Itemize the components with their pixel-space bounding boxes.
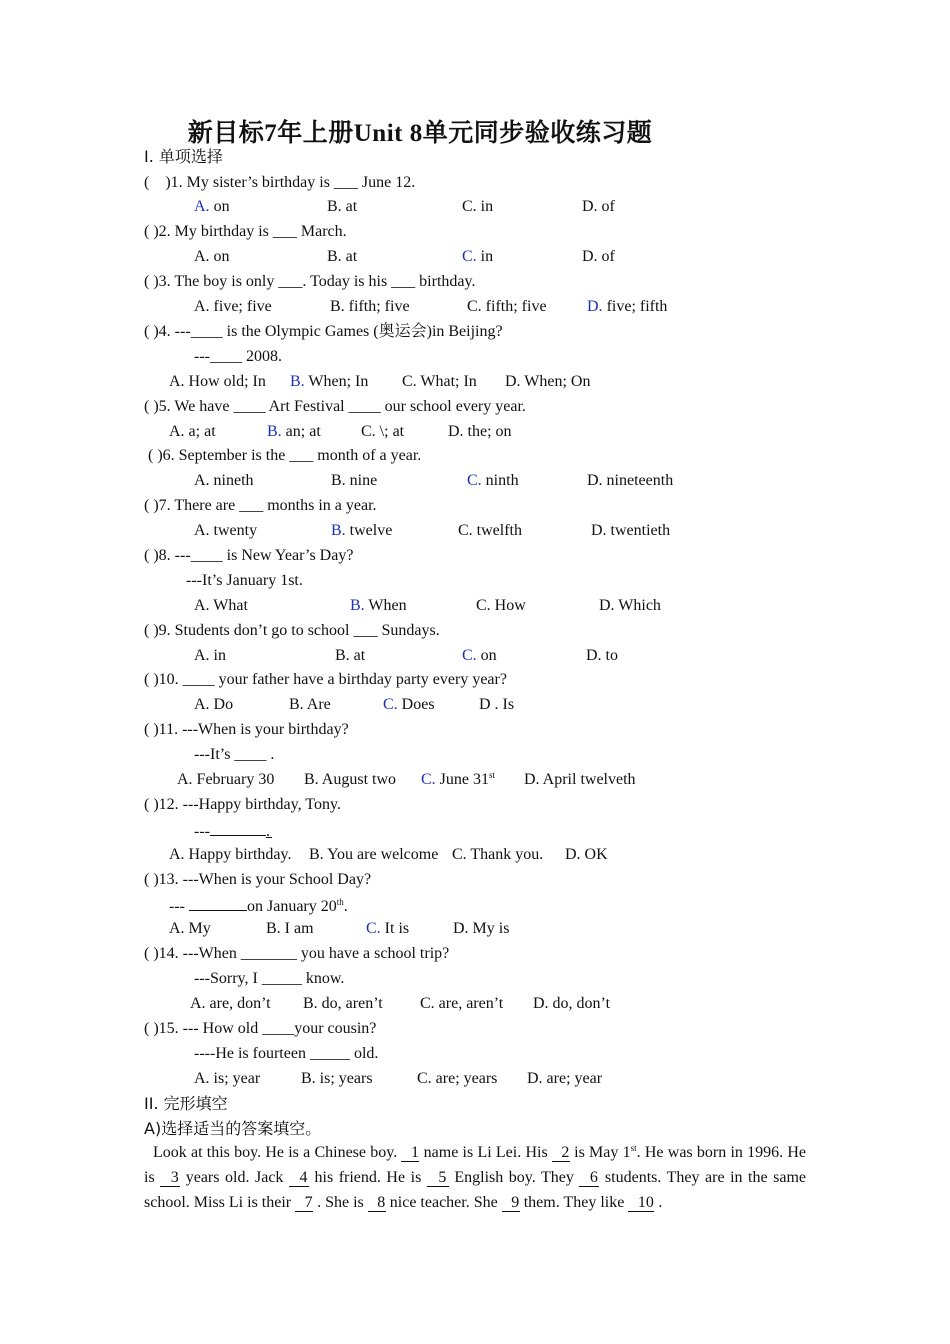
q1-number: )1. (165, 174, 183, 191)
q6-option-b[interactable]: B. nine (331, 472, 378, 489)
question-14: ( )14. ---When _______ you have a school trip? (144, 945, 450, 962)
answer-marker: C. (462, 647, 477, 664)
q13-option-d[interactable]: D. My is (453, 920, 510, 937)
q5-option-c[interactable]: C. \; at (361, 423, 405, 440)
q7-option-c[interactable]: C. twelfth (458, 522, 522, 539)
answer-marker: B. (350, 597, 365, 614)
question-11: ( )11. ---When is your birthday? (144, 721, 349, 738)
question-1 (144, 173, 415, 193)
q14-option-a[interactable]: A. are, don’t (190, 995, 271, 1012)
q13-option-a[interactable]: A. My (169, 920, 211, 937)
q12-option-b[interactable]: B. You are welcome (309, 846, 439, 863)
question-12: ( )12. ---Happy birthday, Tony. (144, 796, 341, 813)
q12-reply-blank[interactable] (210, 820, 266, 836)
answer-marker: C. (467, 472, 482, 489)
answer-marker: C. (383, 696, 398, 713)
q5-stem: We have ____ Art Festival ____ our school every year. (174, 398, 526, 415)
q3-option-d[interactable]: D. five; fifth (587, 298, 668, 315)
q7-option-a[interactable]: A. twenty (194, 522, 258, 539)
q9-stem: Students don’t go to school ___ Sundays. (174, 622, 440, 639)
q13-stem: ---When is your School Day? (182, 871, 372, 888)
section-heading-2: II. 完形填空 (144, 1094, 228, 1113)
q5-option-d[interactable]: D. the; on (448, 423, 512, 440)
cloze-blank-3[interactable]: 3 (160, 1169, 180, 1187)
q1-paren-open: ( (144, 174, 150, 191)
q14-reply: ---Sorry, I _____ know. (194, 970, 345, 987)
q12-option-a[interactable]: A. Happy birthday. (169, 846, 292, 863)
q2-option-d[interactable]: D. of (582, 248, 615, 265)
q2-option-a[interactable]: A. on (194, 248, 230, 265)
cloze-blank-5[interactable]: 5 (427, 1169, 449, 1187)
q8-option-d[interactable]: D. Which (599, 597, 661, 614)
q11-option-a[interactable]: A. February 30 (177, 771, 275, 788)
q8-option-b[interactable]: B. When (350, 597, 407, 614)
q5-option-b[interactable]: B. an; at (267, 423, 321, 440)
q3-option-c[interactable]: C. fifth; five (467, 298, 547, 315)
q7-stem: There are ___ months in a year. (174, 497, 377, 514)
answer-marker: C. (366, 920, 381, 937)
cloze-blank-8[interactable]: 8 (368, 1194, 386, 1212)
cloze-passage: Look at this boy. He is a Chinese boy. 1 name is Li Lei. His 2 is May 1st. He was born in 1996. He is 3 years old. Jack 4 his friend. He is 5 English boy. They 6 students. They are in the same school. Miss Li is their 7 . She is 8 nice teacher. She 9 them. They like 10 . (144, 1143, 807, 1211)
q2-option-c[interactable]: C. in (462, 248, 494, 265)
q13-reply: --- on January 20th. (169, 897, 348, 915)
answer-marker: C. (421, 771, 436, 788)
answer-marker: B. (290, 373, 305, 390)
q15-option-d[interactable]: D. are; year (527, 1070, 603, 1087)
section-2a-instruction: A)选择适当的答案填空。 (144, 1119, 322, 1138)
q6-option-a[interactable]: A. nineth (194, 472, 254, 489)
q3-option-a[interactable]: A. five; five (194, 298, 272, 315)
q14-stem: ---When _______ you have a school trip? (182, 945, 450, 962)
cloze-blank-7[interactable]: 7 (295, 1194, 313, 1212)
q1-option-b[interactable]: B. at (327, 198, 358, 215)
q10-option-d[interactable]: D . Is (479, 696, 515, 713)
answer-marker: B. (331, 522, 346, 539)
q12-reply: --- . (194, 820, 272, 842)
question-9: ( )9. Students don’t go to school ___ Sundays. (144, 622, 440, 639)
q11-option-d[interactable]: D. April twelveth (524, 771, 636, 788)
q11-option-b[interactable]: B. August two (304, 771, 397, 788)
cloze-blank-4[interactable]: 4 (289, 1169, 309, 1187)
q12-option-d[interactable]: D. OK (565, 846, 608, 863)
cloze-blank-2[interactable]: 2 (552, 1144, 570, 1162)
q4-option-a[interactable]: A. How old; In (169, 373, 266, 390)
q4-option-b[interactable]: B. When; In (290, 373, 369, 390)
q14-option-b[interactable]: B. do, aren’t (303, 995, 383, 1012)
q8-option-c[interactable]: C. How (476, 597, 526, 614)
q11-reply: ---It’s ____ . (194, 746, 275, 763)
q13-option-c[interactable]: C. It is (366, 920, 410, 937)
question-13: ( )13. ---When is your School Day? (144, 871, 372, 888)
q9-option-d[interactable]: D. to (586, 647, 618, 664)
q12-option-c[interactable]: C. Thank you. (452, 846, 544, 863)
q1-option-a[interactable]: A. on (194, 198, 230, 215)
q8-reply: ---It’s January 1st. (186, 572, 303, 589)
question-4: ( )4. ---____ is the Olympic Games (奥运会)in Beijing? (144, 323, 503, 340)
q5-option-a[interactable]: A. a; at (169, 423, 216, 440)
q1-stem: My sister’s birthday is ___ June 12. (186, 174, 416, 191)
q15-reply: ----He is fourteen _____ old. (194, 1045, 379, 1062)
q1-option-d[interactable]: D. of (582, 198, 615, 215)
q4-reply: ---____ 2008. (194, 348, 282, 365)
q7-option-b[interactable]: B. twelve (331, 522, 393, 539)
q14-option-c[interactable]: C. are, aren’t (420, 995, 504, 1012)
q4-stem: ---____ is the Olympic Games (奥运会)in Beijing? (174, 323, 503, 340)
q15-option-b[interactable]: B. is; years (301, 1070, 373, 1087)
cloze-blank-9[interactable]: 9 (502, 1194, 520, 1212)
question-2: ( )2. My birthday is ___ March. (144, 223, 347, 240)
q10-option-b[interactable]: B. Are (289, 696, 331, 713)
q6-option-c[interactable]: C. ninth (467, 472, 519, 489)
q4-option-d[interactable]: D. When; On (505, 373, 591, 390)
q4-option-c[interactable]: C. What; In (402, 373, 477, 390)
q7-option-d[interactable]: D. twentieth (591, 522, 671, 539)
q10-option-c[interactable]: C. Does (383, 696, 435, 713)
q2-option-b[interactable]: B. at (327, 248, 358, 265)
question-8: ( )8. ---____ is New Year’s Day? (144, 547, 354, 564)
section-heading-1: I. 单项选择 (144, 147, 223, 166)
question-7: ( )7. There are ___ months in a year. (144, 497, 377, 514)
cloze-blank-1[interactable]: 1 (401, 1144, 419, 1162)
answer-marker: D. (587, 298, 603, 315)
question-6: ( )6. September is the ___ month of a year. (148, 447, 422, 464)
q11-stem: ---When is your birthday? (182, 721, 349, 738)
page-title: 新目标7年上册Unit 8单元同步验收练习题 (187, 120, 653, 147)
q15-option-c[interactable]: C. are; years (417, 1070, 498, 1087)
q13-option-b[interactable]: B. I am (266, 920, 314, 937)
q10-option-a[interactable]: A. Do (194, 696, 234, 713)
q11-option-c[interactable]: C. June 31st (421, 770, 496, 788)
q6-stem: September is the ___ month of a year. (178, 447, 422, 464)
answer-marker: C. (462, 248, 477, 265)
question-15: ( )15. --- How old ____your cousin? (144, 1020, 377, 1037)
q3-option-b[interactable]: B. fifth; five (330, 298, 410, 315)
q13-reply-blank[interactable] (189, 895, 247, 911)
cloze-blank-6[interactable]: 6 (579, 1169, 599, 1187)
q15-stem: --- How old ____your cousin? (182, 1020, 377, 1037)
q12-stem: ---Happy birthday, Tony. (182, 796, 341, 813)
q9-option-a[interactable]: A. in (194, 647, 226, 664)
q14-option-d[interactable]: D. do, don’t (533, 995, 611, 1012)
q10-stem: ____ your father have a birthday party every year? (182, 671, 507, 688)
q1-option-c[interactable]: C. in (462, 198, 494, 215)
q8-option-a[interactable]: A. What (194, 597, 248, 614)
cloze-blank-10[interactable]: 10 (628, 1194, 654, 1212)
q9-option-c[interactable]: C. on (462, 647, 497, 664)
question-3: ( )3. The boy is only ___. Today is his ___ birthday. (144, 273, 476, 290)
q3-stem: The boy is only ___. Today is his ___ birthday. (174, 273, 476, 290)
question-5: ( )5. We have ____ Art Festival ____ our school every year. (144, 398, 526, 415)
q2-stem: My birthday is ___ March. (174, 223, 347, 240)
q8-stem: ---____ is New Year’s Day? (174, 547, 354, 564)
answer-marker: B. (267, 423, 282, 440)
answer-marker: A. (194, 198, 210, 215)
q6-option-d[interactable]: D. nineteenth (587, 472, 674, 489)
q9-option-b[interactable]: B. at (335, 647, 366, 664)
q15-option-a[interactable]: A. is; year (194, 1070, 261, 1087)
question-10: ( )10. ____ your father have a birthday party every year? (144, 671, 507, 688)
